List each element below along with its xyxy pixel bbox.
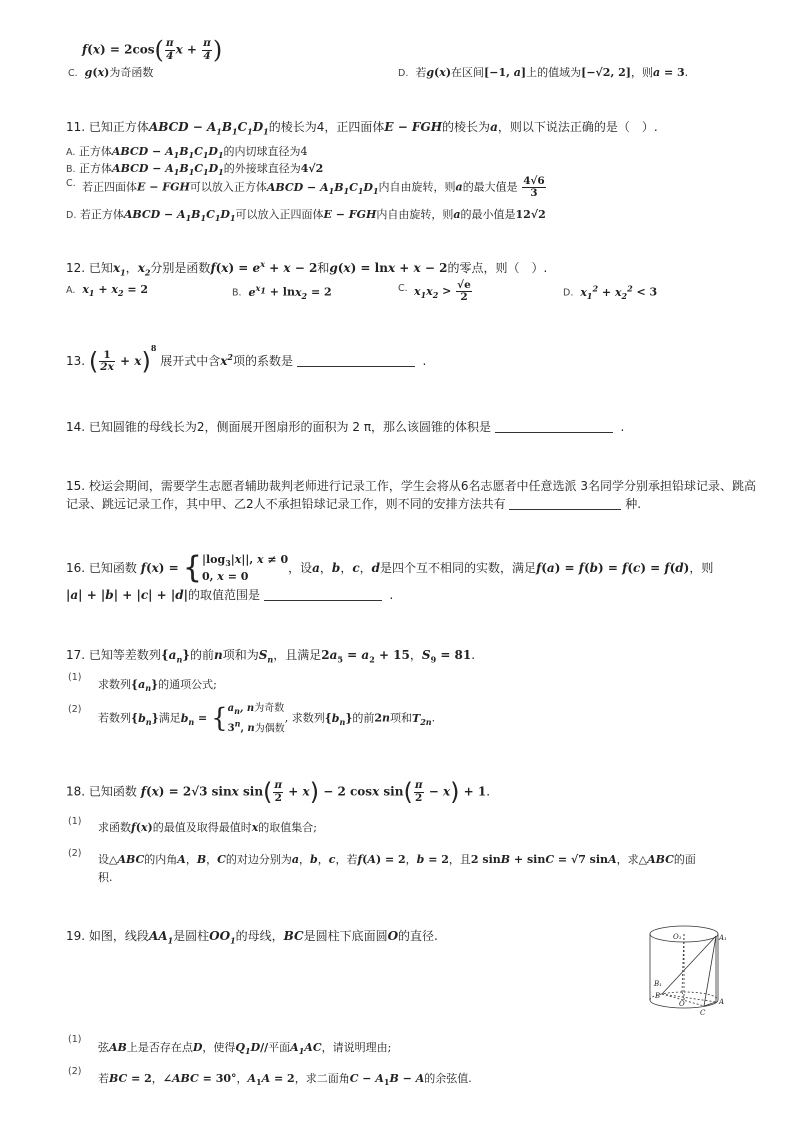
figure-label-o: O bbox=[679, 1000, 685, 1008]
q12-option-c: $x_1x_2$ > $\frac{√e}{2}$ bbox=[414, 279, 471, 304]
q16-answer-blank[interactable] bbox=[264, 600, 382, 601]
figure-label-o1: O₁ bbox=[673, 933, 682, 941]
q19-sub1-label: (1) bbox=[68, 1034, 82, 1045]
q11-option-a: A. 正方体ABCD − $A_1B_1C_1D_1$的内切球直径为4 bbox=[66, 145, 308, 161]
q11-option-c: 若正四面体E − FGH可以放入正方体ABCD − $A_1B_1C_1D_1$内自由旋转，则a的最大值是 $\frac{4√6}{3}$ bbox=[82, 175, 545, 200]
figure-label-b: B bbox=[655, 992, 661, 1000]
q19-stem: 19. 如图，线段$AA_1$是圆柱$OO_1$的母线，BC是圆柱下底面圆O的直径. bbox=[66, 929, 438, 946]
q17-stem: 17. 已知等差数列$\{a_n\}$的前n项和为$S_n$，且满足$2a_5 = a_2 + 15$，$S_9 = 81$. bbox=[66, 648, 476, 665]
q18-sub2-label: (2) bbox=[68, 848, 82, 859]
q12-option-b: B. $e^{x_1} + \ln x_2 = 2$ bbox=[232, 283, 332, 301]
q12-stem: 12. 已知$x_1$，$x_2$分别是函数$f(x) = e^x + x - 2$和g(x) = lnx + x − 2的零点，则（ ）. bbox=[66, 259, 548, 278]
q11-stem: 11. 已知正方体ABCD − $A_1B_1C_1D_1$的棱长为4，正四面体E − FGH的棱长为a，则以下说法正确的是（ ）. bbox=[66, 120, 658, 137]
q11-option-b: B. 正方体ABCD − $A_1B_1C_1D_1$的外接球直径为4√2 bbox=[66, 162, 324, 178]
q14-answer-blank[interactable] bbox=[495, 432, 613, 433]
cylinder-diagram bbox=[642, 920, 734, 1024]
q18-sub1-label: (1) bbox=[68, 816, 82, 827]
figure-label-c: C bbox=[700, 1009, 706, 1017]
q17-sub1: 求数列$\{a_n\}$的通项公式; bbox=[98, 678, 217, 694]
q17-sub2-label: (2) bbox=[68, 704, 82, 715]
q15-stem-line2: 记录、跳远记录工作，其中甲、乙2人不承担铅球记录工作，则不同的安排方法共有 种. bbox=[66, 497, 642, 511]
q11-option-d: D. 若正方体ABCD − $A_1B_1C_1D_1$可以放入正四面体E − FGH内自由旋转，则a的最小值是12√2 bbox=[66, 208, 546, 224]
q13-answer-blank[interactable] bbox=[297, 366, 415, 367]
q18-sub1: 求函数f(x)的最值及取得最值时x的取值集合; bbox=[98, 821, 318, 834]
q11-option-c-label: C. bbox=[66, 178, 76, 189]
q10-option-d: D. 若g(x)在区间[−1, a]上的值域为[−√2, 2]，则a = 3. bbox=[398, 66, 689, 79]
q12-option-c-label: C. bbox=[398, 283, 408, 294]
q12-option-d: D. $x_1^2 + x_2^2 < 3$ bbox=[563, 283, 658, 301]
q19-sub2-label: (2) bbox=[68, 1066, 82, 1077]
q14-stem: 14. 已知圆锥的母线长为2，侧面展开图扇形的面积为 2 π，那么该圆锥的体积是 . bbox=[66, 420, 625, 434]
q18-sub2: 设△ABC的内角A，B，C的对边分别为a，b，c，若f(A) = 2，b = 2，且2 sinB + sinC = √7 sinA，求△ABC的面 bbox=[98, 853, 696, 866]
q15-answer-blank[interactable] bbox=[509, 509, 621, 510]
q17-sub2: 若数列$\{b_n\}$满足$b_n$ = { $a_n$, n为奇数 3$^n$, n为偶数 , 求数列$\{b_n\}$的前2n项和$T_{2n}$. bbox=[98, 703, 436, 735]
q10-option-c: C. g(x)为奇函数 bbox=[68, 66, 154, 79]
q17-sub1-label: (1) bbox=[68, 672, 82, 683]
q16-stem-line2: |a| + |b| + |c| + |d|的取值范围是 . bbox=[66, 588, 394, 602]
q16-stem: 16. 已知函数 f(x) = { $|\log_3|x||$, x ≠ 0 0, x = 0 ，设a，b，c，d是四个互不相同的实数，满足f(a) = f(b) = f(c) = f(d)，则 bbox=[66, 550, 714, 586]
q18-stem: 18. 已知函数 f(x) = 2√3 sinx sin( $\frac{\pi}{2}$ + x) − 2 cosx sin( $\frac{\pi}{2}$ − x) + 1. bbox=[66, 778, 491, 806]
q15-stem-line1: 15. 校运会期间，需要学生志愿者辅助裁判老师进行记录工作，学生会将从6名志愿者中任意选派 3名同学分别承担铅球记录、跳高 bbox=[66, 479, 757, 493]
figure-label-a1: A₁ bbox=[719, 934, 727, 942]
figure-label-b1: B₁ bbox=[654, 980, 662, 988]
q13-stem: 13. ( $\frac{1}{2x}$ + x)$^8$ 展开式中含$x^2$项的系数是 . bbox=[66, 343, 427, 376]
q12-option-a: A. $x_1 + x_2 = 2$ bbox=[66, 283, 149, 299]
q10-f-expression: f(x) = 2cos( $\frac{\pi}{4}$ x + $\frac{\pi}{4}$ ) bbox=[82, 36, 223, 64]
q19-sub1: 弦AB上是否存在点D，使得$Q_1D//$平面$A_1AC$，请说明理由; bbox=[98, 1041, 392, 1057]
q18-sub2-line2: 积. bbox=[98, 871, 113, 884]
cylinder-figure bbox=[642, 920, 734, 1024]
q19-sub2: 若BC = 2，∠ABC = 30°，$A_1A = 2$，求二面角$C - A_1B - A$的余弦值. bbox=[98, 1072, 472, 1088]
figure-label-a: A bbox=[719, 998, 725, 1006]
